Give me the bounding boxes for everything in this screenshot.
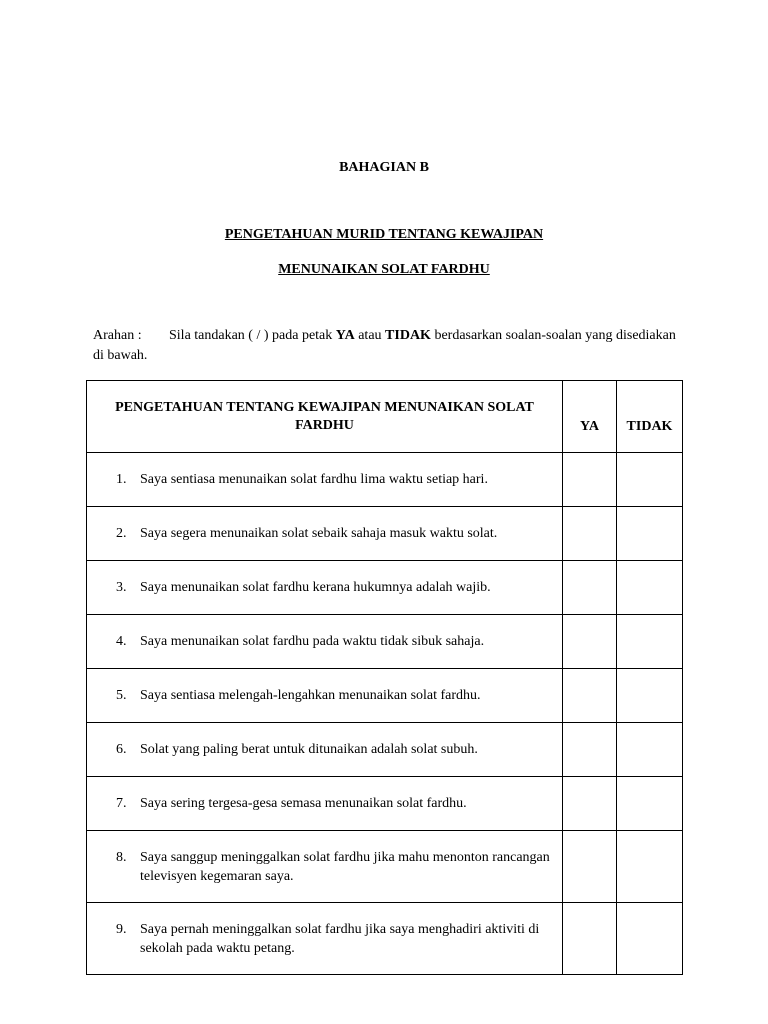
instruction-ya: YA xyxy=(335,328,355,343)
table-row xyxy=(87,669,683,723)
question-cell xyxy=(87,561,563,615)
heading-line-2: MENUNAIKAN SOLAT FARDHU xyxy=(278,262,490,277)
question-content xyxy=(87,686,562,705)
tidak-checkbox-cell[interactable] xyxy=(617,777,683,831)
question-cell xyxy=(87,669,563,723)
question-cell xyxy=(87,903,563,975)
question-cell xyxy=(87,615,563,669)
question-text: Saya pernah meninggalkan solat fardhu jika saya menghadiri aktiviti di sekolah pada waktu petang. xyxy=(140,921,540,956)
heading-line-1: PENGETAHUAN MURID TENTANG KEWAJIPAN xyxy=(224,227,544,242)
ya-checkbox-cell[interactable] xyxy=(563,615,617,669)
ya-checkbox-cell[interactable] xyxy=(563,723,617,777)
question-content xyxy=(87,578,562,597)
question-content xyxy=(87,740,562,759)
tidak-checkbox-cell[interactable] xyxy=(617,615,683,669)
ya-checkbox-cell[interactable] xyxy=(563,453,617,507)
question-number: 4. xyxy=(116,634,127,649)
table-row xyxy=(87,903,683,975)
question-rows xyxy=(87,453,683,975)
table-row xyxy=(87,777,683,831)
question-number: 9. xyxy=(116,921,127,937)
table-row xyxy=(87,615,683,669)
instruction-paragraph xyxy=(93,326,683,366)
ya-checkbox-cell[interactable] xyxy=(563,669,617,723)
question-content xyxy=(87,524,562,543)
question-number: 8. xyxy=(116,849,127,865)
question-text: Saya sering tergesa-gesa semasa menunaikan solat fardhu. xyxy=(140,796,467,811)
ya-checkbox-cell[interactable] xyxy=(563,903,617,975)
question-content xyxy=(87,920,562,958)
header-question: PENGETAHUAN TENTANG KEWAJIPAN MENUNAIKAN SOLAT FARDHU xyxy=(87,381,563,453)
tidak-checkbox-cell[interactable] xyxy=(617,507,683,561)
question-text: Saya menunaikan solat fardhu pada waktu tidak sibuk sahaja. xyxy=(140,634,485,649)
question-cell xyxy=(87,831,563,903)
tidak-checkbox-cell[interactable] xyxy=(617,669,683,723)
question-content xyxy=(87,470,562,489)
question-number: 2. xyxy=(116,526,127,541)
header-ya: YA xyxy=(563,381,617,453)
question-content xyxy=(87,794,562,813)
question-cell xyxy=(87,453,563,507)
instruction-tidak: TIDAK xyxy=(385,328,431,343)
ya-checkbox-cell[interactable] xyxy=(563,831,617,903)
header-tidak: TIDAK xyxy=(617,381,683,453)
tidak-checkbox-cell[interactable] xyxy=(617,453,683,507)
table-row xyxy=(87,723,683,777)
question-text: Saya sentiasa menunaikan solat fardhu lima waktu setiap hari. xyxy=(140,472,488,487)
tidak-checkbox-cell[interactable] xyxy=(617,903,683,975)
question-number: 6. xyxy=(116,742,127,757)
question-text: Saya segera menunaikan solat sebaik sahaja masuk waktu solat. xyxy=(140,526,498,541)
instruction-atau: atau xyxy=(354,328,386,343)
instruction-text-before: Sila tandakan ( / ) pada petak xyxy=(169,328,336,343)
instruction-label: Arahan : xyxy=(93,328,142,343)
ya-checkbox-cell[interactable] xyxy=(563,777,617,831)
question-text: Saya menunaikan solat fardhu kerana hukumnya adalah wajib. xyxy=(140,580,491,595)
question-number: 7. xyxy=(116,796,127,811)
ya-checkbox-cell[interactable] xyxy=(563,561,617,615)
question-number: 5. xyxy=(116,688,127,703)
table-row xyxy=(87,561,683,615)
tidak-checkbox-cell[interactable] xyxy=(617,561,683,615)
table-row xyxy=(87,831,683,903)
table-row xyxy=(87,453,683,507)
question-text: Saya sanggup meninggalkan solat fardhu jika mahu menonton rancangan televisyen kegemaran saya. xyxy=(140,849,550,884)
question-cell xyxy=(87,777,563,831)
question-content xyxy=(87,632,562,651)
question-content xyxy=(87,848,562,886)
instruction-text-after: berdasarkan soalan-soalan yang disediakan di bawah. xyxy=(93,328,676,363)
question-number: 3. xyxy=(116,580,127,595)
table-header-row xyxy=(87,381,683,453)
tidak-checkbox-cell[interactable] xyxy=(617,831,683,903)
ya-checkbox-cell[interactable] xyxy=(563,507,617,561)
question-number: 1. xyxy=(116,472,127,487)
table-row xyxy=(87,507,683,561)
question-text: Solat yang paling berat untuk ditunaikan adalah solat subuh. xyxy=(140,742,478,757)
question-text: Saya sentiasa melengah-lengahkan menunaikan solat fardhu. xyxy=(140,688,481,703)
section-title: BAHAGIAN B xyxy=(339,160,429,175)
question-cell xyxy=(87,723,563,777)
question-cell xyxy=(87,507,563,561)
questionnaire-table xyxy=(86,380,683,975)
tidak-checkbox-cell[interactable] xyxy=(617,723,683,777)
